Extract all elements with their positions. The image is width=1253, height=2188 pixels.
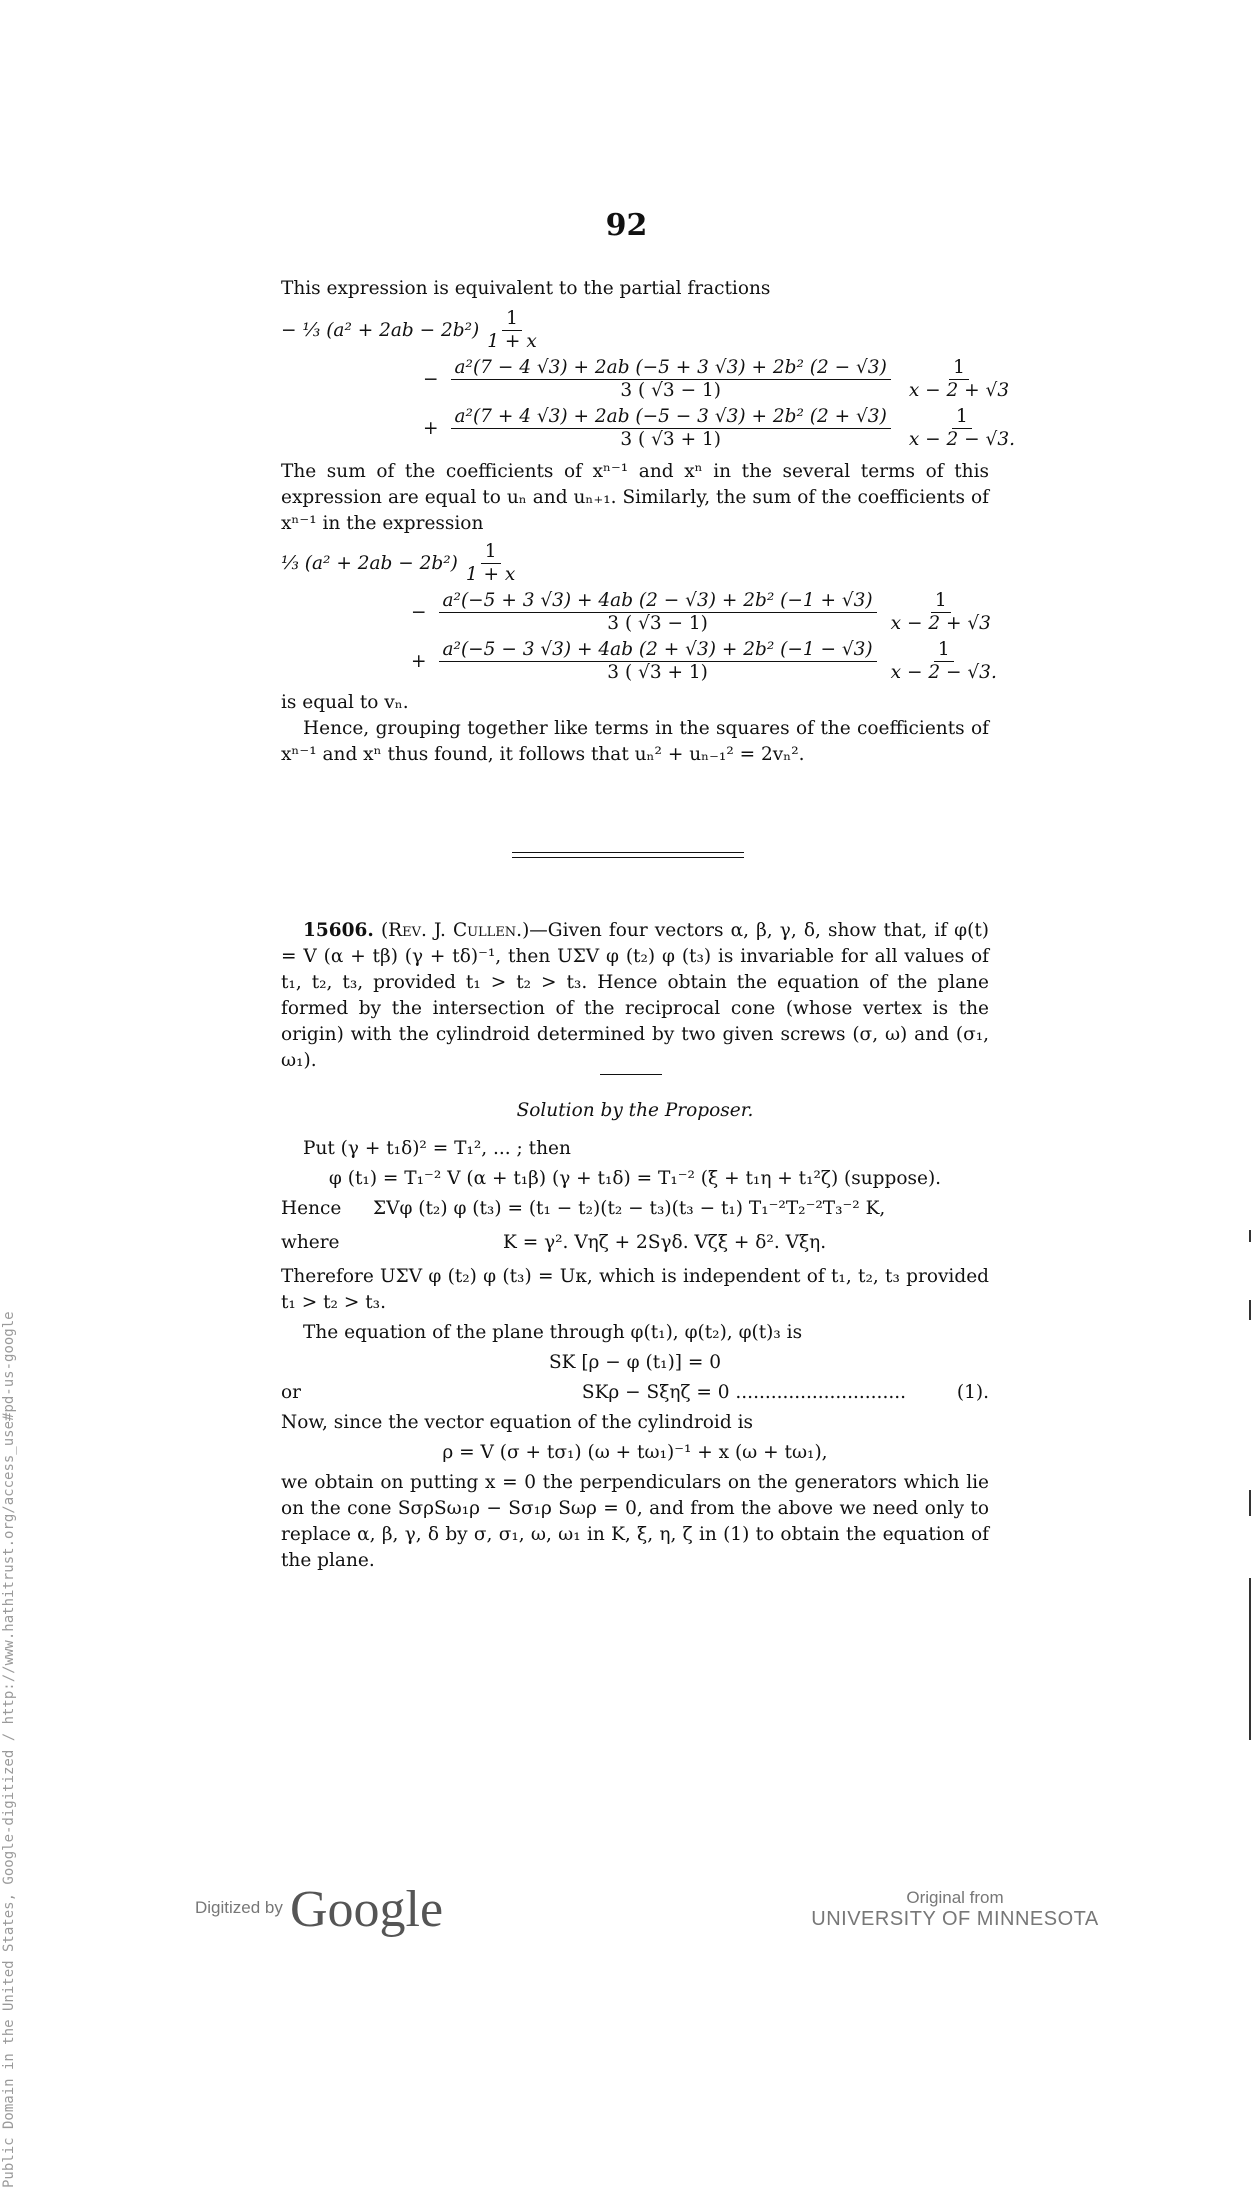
pf1-line3 bbox=[423, 406, 1015, 451]
problem-number: 15606. bbox=[303, 920, 374, 941]
pf1-line2 bbox=[423, 357, 1010, 402]
pf2-line3-num: a²(−5 − 3 √3) + 4ab (2 + √3) + 2b² (−1 − √3) bbox=[439, 639, 877, 662]
pf1-line3-den: 3 ( √3 + 1) bbox=[620, 429, 721, 450]
pf2-line1 bbox=[281, 541, 989, 586]
solution-line-put: Put (γ + t₁δ)² = T₁², ... ; then bbox=[303, 1138, 571, 1159]
pf2-line2-den: 3 ( √3 − 1) bbox=[607, 613, 708, 634]
pf2-line3-fraction bbox=[439, 639, 877, 684]
where-equation: K = γ². Vηζ + 2Sγδ. Vζξ + δ². Vξη. bbox=[503, 1232, 827, 1253]
scan-edge-mark bbox=[1249, 1490, 1251, 1516]
scan-edge-mark bbox=[1249, 1230, 1251, 1242]
pf1-line2-fraction bbox=[451, 357, 891, 402]
pf1-line1-fraction bbox=[483, 308, 540, 353]
margin-line-2: Public Domain in the United States, Google-digitized / http://www.hathitrust.org/access_use#pd-us-google bbox=[1, 1311, 17, 2188]
pf2-line3-den2: x − 2 − √3. bbox=[890, 662, 997, 683]
pf1-line1-num: 1 bbox=[502, 308, 522, 331]
pf2-line1-fraction bbox=[462, 541, 519, 586]
pf1-line3-fraction2 bbox=[905, 406, 1019, 451]
pf2-line2-num2: 1 bbox=[931, 590, 951, 613]
pf2-line2-den2: x − 2 + √3 bbox=[890, 613, 991, 634]
google-logo: Google bbox=[290, 1881, 444, 1938]
text-column-solution bbox=[281, 1098, 989, 1574]
scan-edge-mark bbox=[1249, 1578, 1251, 1740]
paragraph-sum-coefficients: The sum of the coefficients of xⁿ⁻¹ and xⁿ in the several terms of this expression are equal to uₙ and uₙ₊₁. Similarly, the sum of the coefficients of xⁿ⁻¹ in the expression bbox=[281, 461, 989, 534]
pf1-line2-num2: 1 bbox=[949, 357, 969, 380]
pf2-line2-fraction2 bbox=[887, 590, 995, 635]
hence-equation: ΣVφ (t₂) φ (t₃) = (t₁ − t₂)(t₂ − t₃)(t₃ − t₁) T₁⁻²T₂⁻²T₃⁻² K, bbox=[373, 1198, 886, 1219]
solution-line-where bbox=[281, 1230, 989, 1256]
pf1-line1-prefix: − ⅓ (a² + 2ab − 2b²) bbox=[281, 319, 480, 341]
solution-line-phi: φ (t₁) = T₁⁻² V (α + t₁β) (γ + t₁δ) = T₁⁻² (ξ + t₁η + t₁²ζ) (suppose). bbox=[328, 1168, 942, 1189]
pf1-line2-sign: − bbox=[423, 368, 439, 390]
pf1-line1-den: 1 + x bbox=[487, 331, 537, 352]
solution-line-or bbox=[281, 1380, 989, 1406]
scan-edge-mark bbox=[1249, 1300, 1251, 1320]
solution-line-cylindroid: Now, since the vector equation of the cylindroid is bbox=[281, 1412, 753, 1433]
page-number: 92 bbox=[605, 208, 648, 243]
solution-line-hence bbox=[281, 1196, 989, 1222]
pf2-line3 bbox=[411, 639, 997, 684]
section-divider bbox=[512, 852, 744, 858]
solution-line-conclusion: we obtain on putting x = 0 the perpendiculars on the generators which lie on the cone SσρSω₁ρ − Sσ₁ρ Sωρ = 0, and from the above we need only to replace α, β, γ, δ by σ, σ₁, ω, ω₁ in K, ξ, η, ζ in (1) to obtain the equation of the plane. bbox=[281, 1472, 989, 1571]
text-column-problem bbox=[281, 918, 989, 1074]
pf2-line1-prefix: ⅓ (a² + 2ab − 2b²) bbox=[281, 552, 458, 574]
pf1-line2-num: a²(7 − 4 √3) + 2ab (−5 + 3 √3) + 2b² (2 − √3) bbox=[451, 357, 891, 380]
pf2-line2-num: a²(−5 + 3 √3) + 4ab (2 − √3) + 2b² (−1 + √3) bbox=[439, 590, 877, 613]
problem-author: (Rev. J. Cullen.) bbox=[380, 920, 530, 941]
pf2-line1-num: 1 bbox=[481, 541, 501, 564]
paragraph-equal-vn: is equal to vₙ. bbox=[281, 692, 409, 713]
text-column-top bbox=[281, 276, 1015, 768]
equation-number: (1). bbox=[956, 1382, 989, 1403]
pf1-line2-fraction2 bbox=[905, 357, 1013, 402]
solution-line-therefore: Therefore UΣV φ (t₂) φ (t₃) = Uκ, which is independent of t₁, t₂, t₃ provided t₁ > t₂ > t₃. bbox=[281, 1266, 989, 1313]
problem-text: —Given four vectors α, β, γ, δ, show that, if φ(t) = V (α + tβ) (γ + tδ)⁻¹, then UΣV φ (t₂) φ (t₃) is invariable for all values of t₁, t₂, t₃, provided t₁ > t₂ > t₃. Hence obtain the equation of the plane formed by the intersection of the reciprocal cone (whose vertex is the origin) with the cylindroid determined by two given screws (σ, ω) and (σ₁, ω₁). bbox=[281, 920, 989, 1071]
pf2-line2-sign: − bbox=[411, 601, 427, 623]
pf1-line3-sign: + bbox=[423, 417, 439, 439]
solution-line-rho: ρ = V (σ + tσ₁) (ω + tω₁)⁻¹ + x (ω + tω₁), bbox=[442, 1442, 828, 1463]
pf1-line2-den: 3 ( √3 − 1) bbox=[620, 380, 721, 401]
margin-attribution bbox=[0, 1108, 18, 2188]
or-equation: SKρ − Sξηζ = 0 ............................. bbox=[581, 1382, 906, 1403]
where-label: where bbox=[281, 1232, 340, 1253]
pf1-line1 bbox=[281, 308, 989, 353]
solution-line-plane: The equation of the plane through φ(t₁), φ(t₂), φ(t)₃ is bbox=[303, 1322, 803, 1343]
pf2-line2 bbox=[411, 590, 989, 635]
or-label: or bbox=[281, 1382, 301, 1403]
pf2-line1-den: 1 + x bbox=[465, 564, 516, 585]
pf2-line3-sign: + bbox=[411, 650, 427, 672]
pf1-line2-den2: x − 2 + √3 bbox=[908, 380, 1010, 401]
partial-fractions-2 bbox=[281, 541, 997, 684]
hence-label: Hence bbox=[281, 1198, 342, 1219]
pf2-line2-fraction bbox=[439, 590, 877, 635]
solution-heading: Solution by the Proposer. bbox=[516, 1100, 754, 1121]
digitized-by-label: Digitized by bbox=[195, 1898, 283, 1917]
short-divider bbox=[600, 1074, 662, 1075]
original-source bbox=[810, 1888, 1100, 1931]
institution-name: UNIVERSITY OF MINNESOTA bbox=[811, 1908, 1099, 1930]
pf1-line3-num: a²(7 + 4 √3) + 2ab (−5 − 3 √3) + 2b² (2 + √3) bbox=[451, 406, 891, 429]
pf1-line3-fraction bbox=[451, 406, 891, 451]
pf1-line3-den2: x − 2 − √3. bbox=[908, 429, 1015, 450]
original-from-label: Original from bbox=[906, 1888, 1004, 1907]
paragraph-intro: This expression is equivalent to the partial fractions bbox=[281, 278, 771, 299]
problem-statement bbox=[281, 918, 989, 1074]
paragraph-hence-grouping: Hence, grouping together like terms in the squares of the coefficients of xⁿ⁻¹ and xⁿ thus found, it follows that uₙ² + uₙ₋₁² = 2vₙ². bbox=[281, 718, 989, 765]
solution-line-sk: SK [ρ − φ (t₁)] = 0 bbox=[548, 1352, 722, 1373]
pf2-line3-den: 3 ( √3 + 1) bbox=[607, 662, 708, 683]
partial-fractions-1 bbox=[281, 308, 1015, 451]
pf2-line3-num2: 1 bbox=[934, 639, 954, 662]
pf1-line3-num2: 1 bbox=[952, 406, 972, 429]
pf2-line3-fraction2 bbox=[887, 639, 1001, 684]
